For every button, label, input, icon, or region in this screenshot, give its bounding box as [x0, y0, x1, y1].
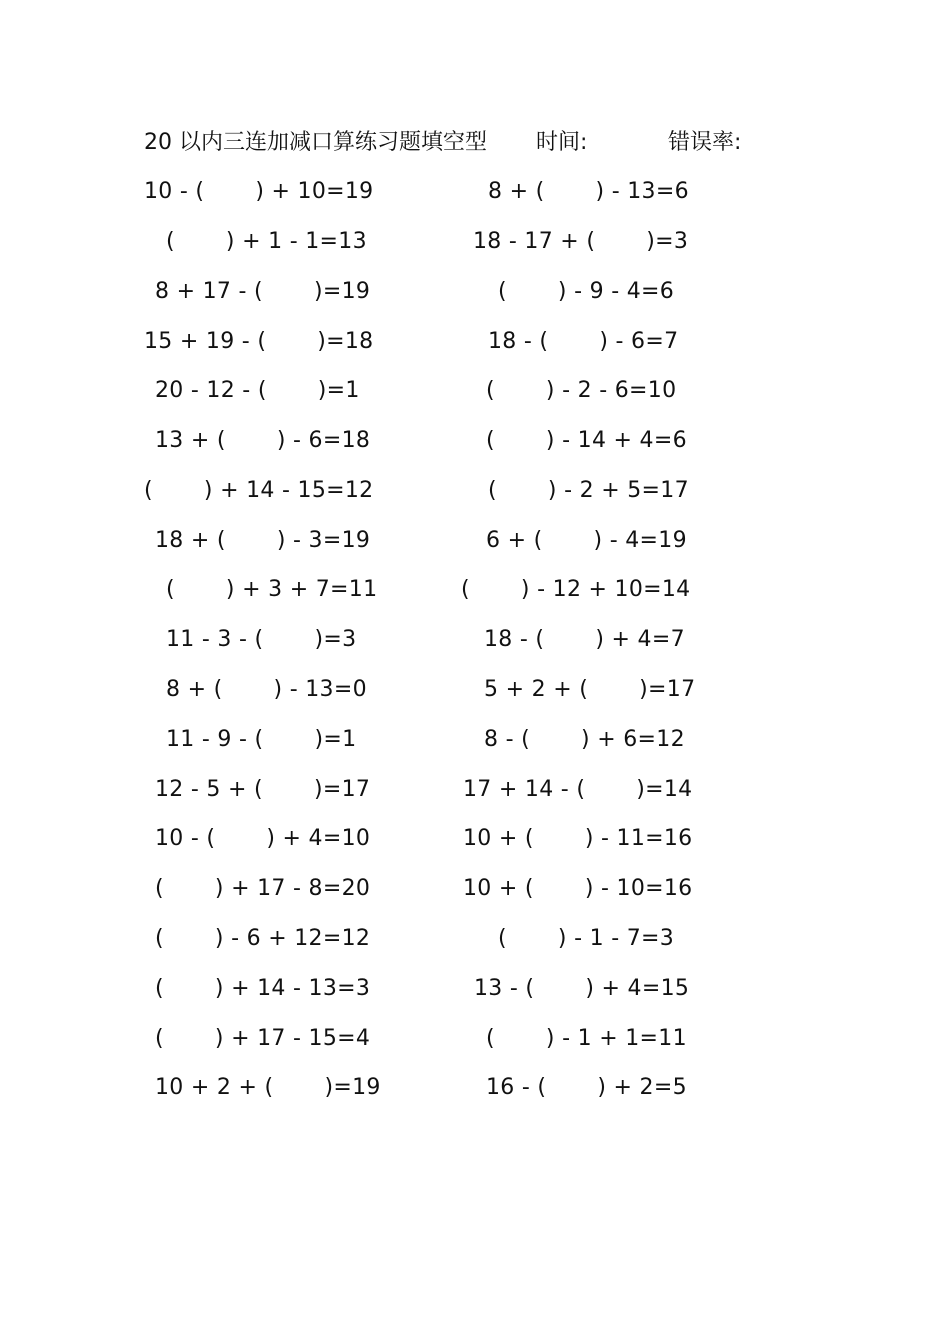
problem-left-9: ( ) + 3 + 7=11 — [166, 577, 378, 602]
problem-right-6: ( ) - 14 + 4=6 — [486, 428, 687, 453]
problem-left-12: 11 - 9 - ( )=1 — [166, 727, 357, 752]
problem-left-7: ( ) + 14 - 15=12 — [144, 478, 374, 503]
worksheet-title: 20 以内三连加减口算练习题填空型 — [144, 130, 487, 155]
problem-right-7: ( ) - 2 + 5=17 — [488, 478, 689, 503]
problem-right-9: ( ) - 12 + 10=14 — [461, 577, 691, 602]
problem-right-13: 17 + 14 - ( )=14 — [463, 777, 693, 802]
problem-left-3: 8 + 17 - ( )=19 — [155, 279, 371, 304]
problem-right-15: 10 + ( ) - 10=16 — [463, 876, 693, 901]
problem-right-12: 8 - ( ) + 6=12 — [484, 727, 685, 752]
problem-right-4: 18 - ( ) - 6=7 — [488, 329, 679, 354]
problem-right-3: ( ) - 9 - 4=6 — [498, 279, 675, 304]
problem-right-8: 6 + ( ) - 4=19 — [486, 528, 687, 553]
problem-left-13: 12 - 5 + ( )=17 — [155, 777, 371, 802]
problem-left-1: 10 - ( ) + 10=19 — [144, 179, 374, 204]
problem-left-19: 10 + 2 + ( )=19 — [155, 1075, 381, 1100]
problem-right-16: ( ) - 1 - 7=3 — [498, 926, 675, 951]
problem-left-2: ( ) + 1 - 1=13 — [166, 229, 367, 254]
problem-right-19: 16 - ( ) + 2=5 — [486, 1075, 687, 1100]
problem-left-14: 10 - ( ) + 4=10 — [155, 826, 371, 851]
problem-left-15: ( ) + 17 - 8=20 — [155, 876, 371, 901]
problem-right-5: ( ) - 2 - 6=10 — [486, 378, 677, 403]
problem-right-2: 18 - 17 + ( )=3 — [473, 229, 689, 254]
problem-left-17: ( ) + 14 - 13=3 — [155, 976, 371, 1001]
problem-right-11: 5 + 2 + ( )=17 — [484, 677, 696, 702]
problem-left-18: ( ) + 17 - 15=4 — [155, 1026, 371, 1051]
problem-right-1: 8 + ( ) - 13=6 — [488, 179, 689, 204]
error-rate-label: 错误率: — [668, 130, 742, 155]
problem-left-4: 15 + 19 - ( )=18 — [144, 329, 374, 354]
problem-left-6: 13 + ( ) - 6=18 — [155, 428, 371, 453]
time-label: 时间: — [536, 130, 588, 155]
problem-right-14: 10 + ( ) - 11=16 — [463, 826, 693, 851]
problem-left-10: 11 - 3 - ( )=3 — [166, 627, 357, 652]
problem-right-10: 18 - ( ) + 4=7 — [484, 627, 685, 652]
problem-left-5: 20 - 12 - ( )=1 — [155, 378, 360, 403]
problem-left-11: 8 + ( ) - 13=0 — [166, 677, 367, 702]
problem-right-18: ( ) - 1 + 1=11 — [486, 1026, 687, 1051]
problem-left-16: ( ) - 6 + 12=12 — [155, 926, 371, 951]
problem-left-8: 18 + ( ) - 3=19 — [155, 528, 371, 553]
problem-right-17: 13 - ( ) + 4=15 — [474, 976, 690, 1001]
